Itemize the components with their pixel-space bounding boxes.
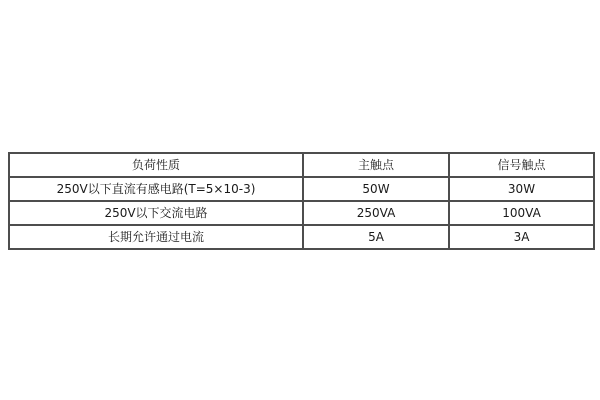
cell-main-contact: 250VA — [303, 201, 449, 225]
cell-load-nature: 250V以下交流电路 — [9, 201, 303, 225]
table-header-row — [9, 153, 594, 177]
table-row — [9, 201, 594, 225]
header-signal-contact: 信号触点 — [449, 153, 594, 177]
table-row — [9, 225, 594, 249]
cell-main-contact: 50W — [303, 177, 449, 201]
cell-main-contact: 5A — [303, 225, 449, 249]
load-spec-table — [8, 152, 595, 250]
header-main-contact: 主触点 — [303, 153, 449, 177]
cell-signal-contact: 100VA — [449, 201, 594, 225]
cell-signal-contact: 30W — [449, 177, 594, 201]
table-row — [9, 177, 594, 201]
header-load-nature: 负荷性质 — [9, 153, 303, 177]
cell-signal-contact: 3A — [449, 225, 594, 249]
cell-load-nature: 长期允许通过电流 — [9, 225, 303, 249]
cell-load-nature: 250V以下直流有感电路(T=5×10-3) — [9, 177, 303, 201]
